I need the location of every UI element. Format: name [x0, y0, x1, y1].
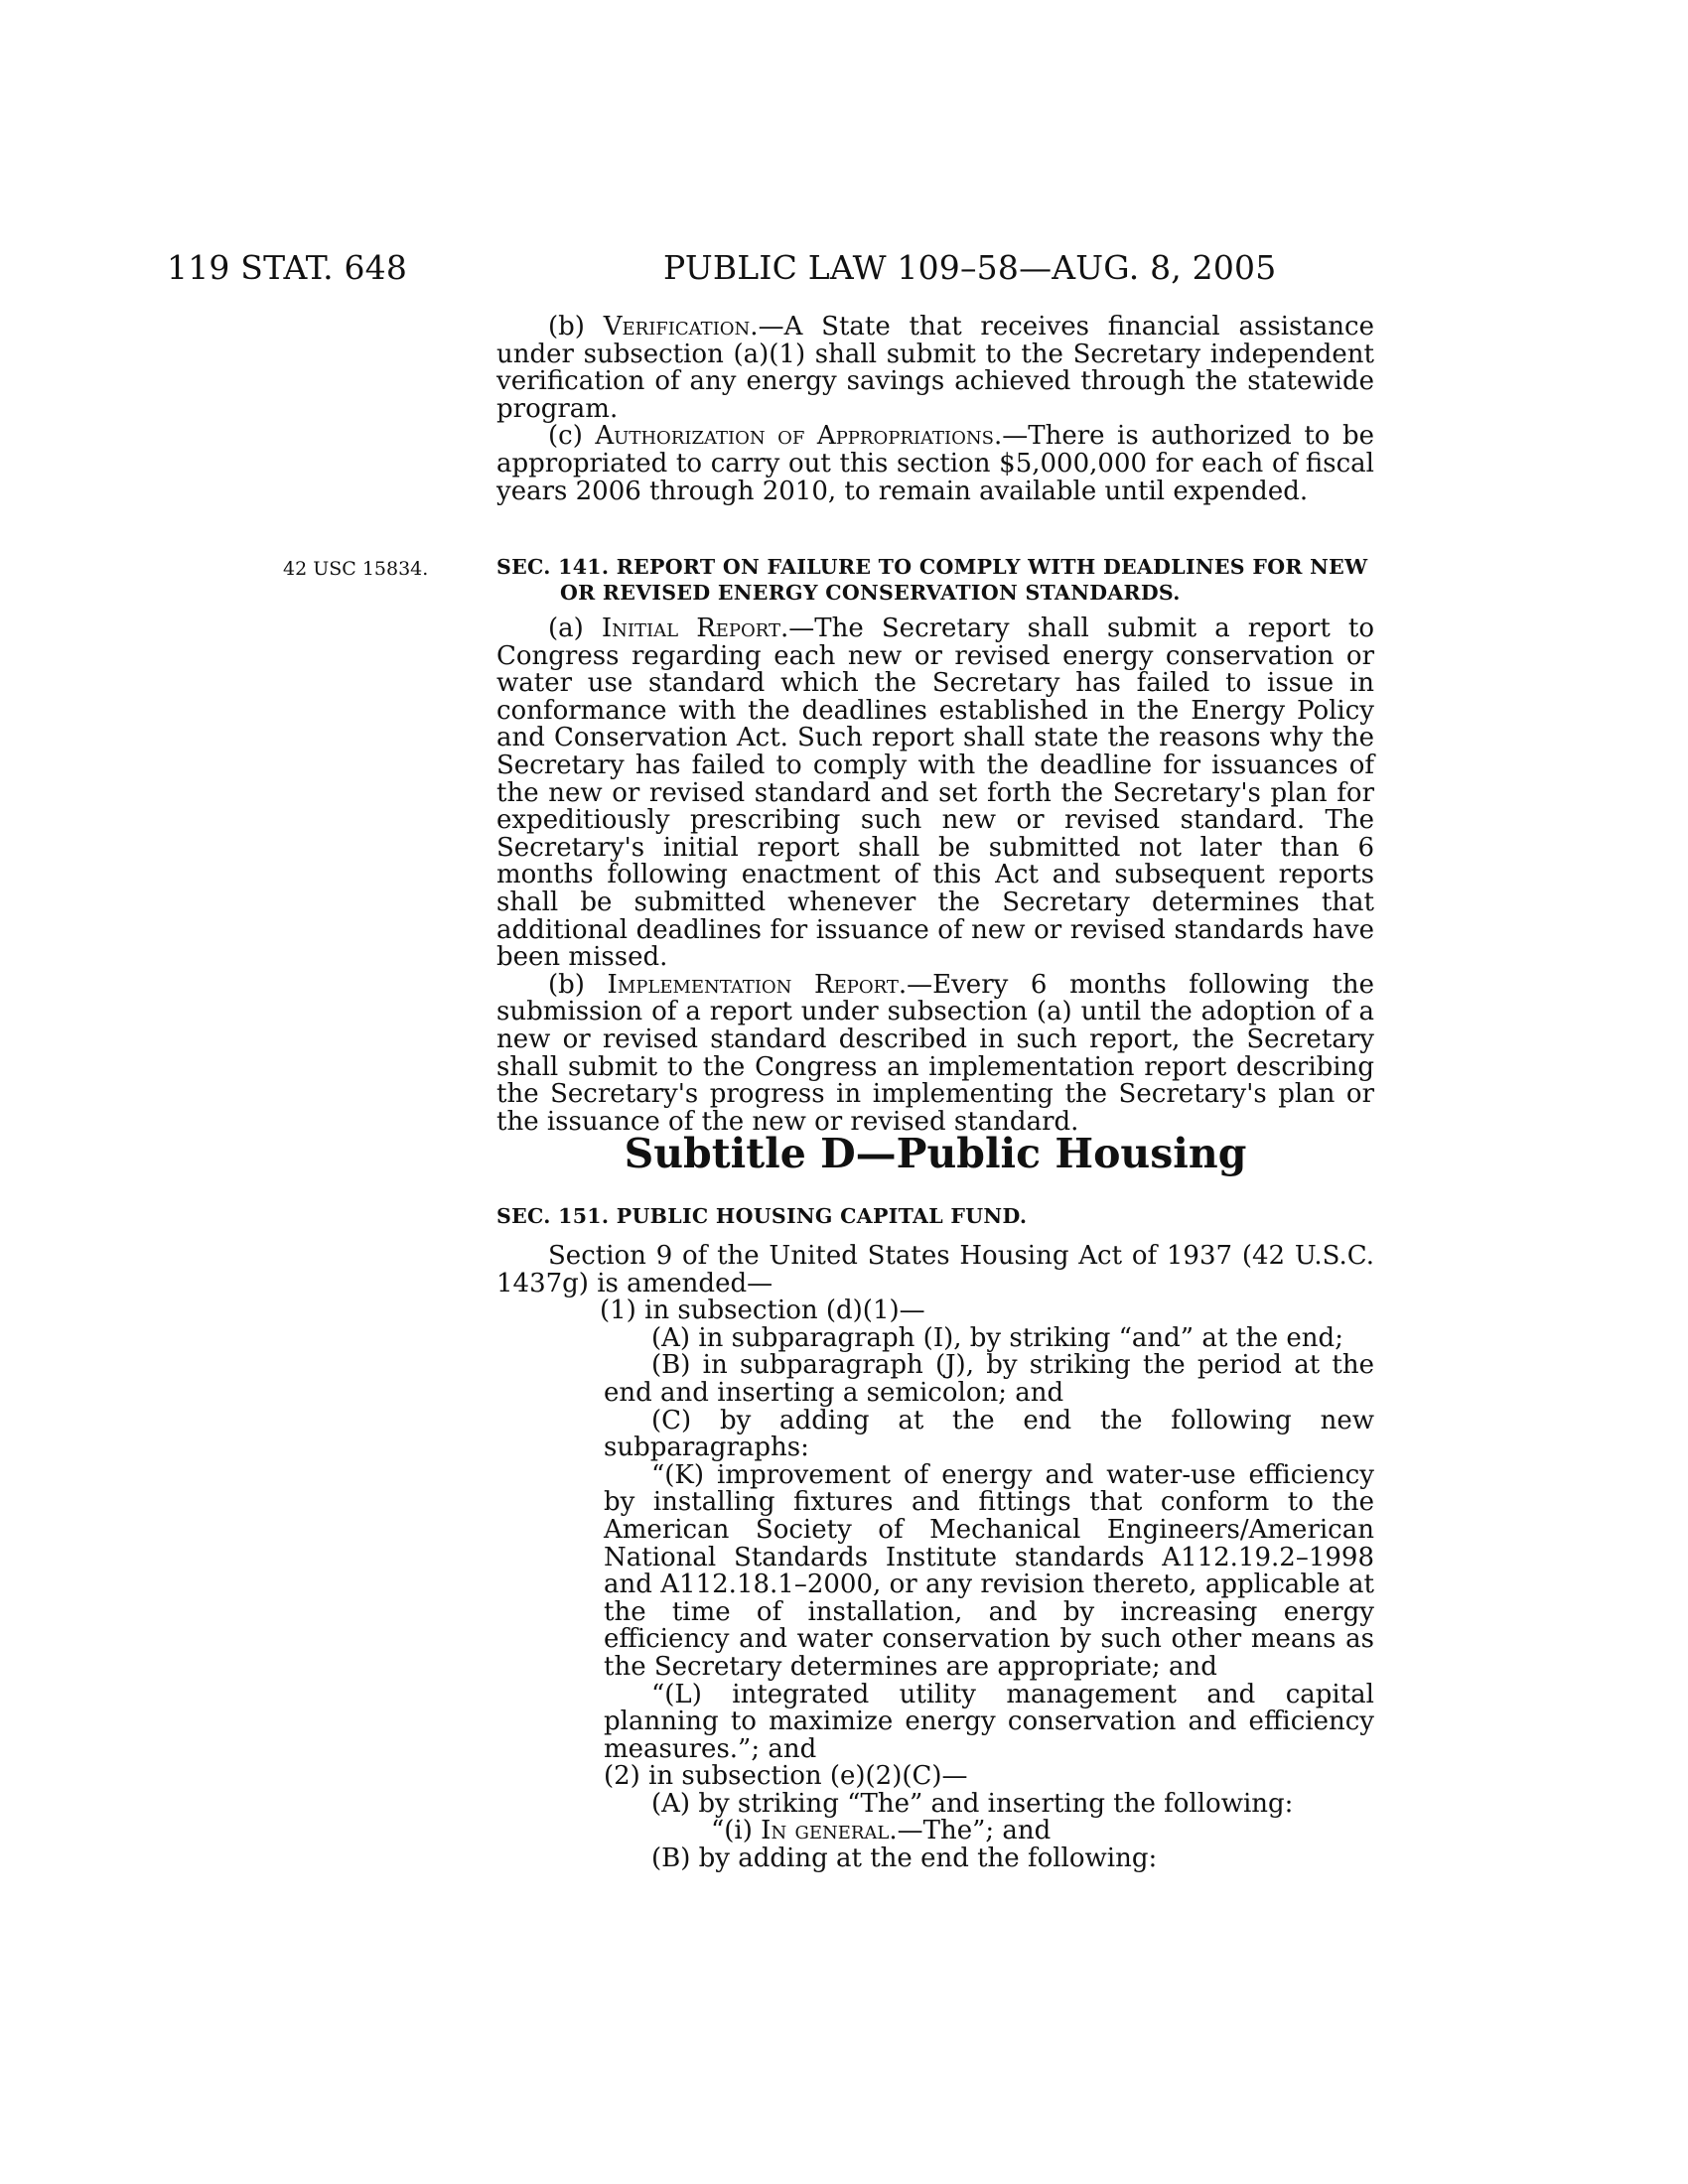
clause-heading: In general. [761, 1816, 898, 1846]
paragraph-1-C: (C) by adding at the end the following new subparagraphs: [604, 1405, 1374, 1463]
page-stat-citation: 119 STAT. 648 [167, 248, 408, 287]
section-intro: Section 9 of the United States Housing Act of 1937 (42 U.S.C. 1437g) is amended— [496, 1241, 1374, 1298]
subsection-text: —A State that receives financial assistance under subsection (a)(1) shall submit to the Secretary independent verification of any energy savings achieved through the statewide program. [496, 312, 1374, 424]
subsection-heading: Initial Report. [601, 614, 789, 643]
paragraph-K: “(K) improvement of energy and water-use efficiency by installing fixtures and fittings that conform to the American Society of Mechanical Engineers/American National Standards Institute standards A112.19.2–1998 and A112.18.1–2000, or any revision thereto, applicable at the time of installation, and by increasing energy efficiency and water conservation by such other means as the Secretary determines are appropriate; and [604, 1459, 1374, 1682]
subsection-text: —There is authorized to be appropriated to carry out this section $5,000,000 for each of fiscal years 2006 through 2010, to remain available until expended. [496, 421, 1374, 506]
subsection-b-implementation-report: (b) Implementation Report.—Every 6 months following the submission of a report under subsection (a) until the adoption of a new or revised standard described in such report, the Secretary shall submit to the Congress an implementation report describing the Secretary's progress in implementing the Secretary's plan or the issuance of the new or revised standard. [496, 969, 1374, 1137]
section-heading: SEC. 141. REPORT ON FAILURE TO COMPLY WITH DEADLINES FOR NEW OR REVISED ENERGY CONSERVATION STANDARDS. [496, 555, 1368, 605]
paragraph-2-B: (B) by adding at the end the following: [651, 1843, 1158, 1874]
paragraph-2-A-i [496, 1818, 1374, 1845]
subsection-text: —The Secretary shall submit a report to Congress regarding each new or revised energy conservation or water use standard which the Secretary has failed to issue in conformance with the deadlines established in the Energy Policy and Conservation Act. Such report shall state the reasons why the Secretary has failed to comply with the deadline for issuances of the new or revised standard and set forth the Secretary's plan for expeditiously prescribing such new or revised standard. The Secretary's initial report shall be submitted not later than 6 months following enactment of this Act and subsequent reports shall be submitted whenever the Secretary determines that additional deadlines for issuance of new or revised standards have been missed. [496, 614, 1374, 973]
section-141 [496, 554, 1374, 1136]
subsection-heading: Verification. [603, 312, 759, 341]
subsection-c-authorization: (c) Authorization of Appropriations.—There is authorized to be appropriated to carry out this section $5,000,000 for each of fiscal years 2006 through 2010, to remain available until expended. [496, 421, 1374, 506]
section-heading: SEC. 151. PUBLIC HOUSING CAPITAL FUND. [496, 1204, 1028, 1228]
paragraph-2: (2) in subsection (e)(2)(C)— [604, 1761, 968, 1792]
paragraph-2-A: (A) by striking “The” and inserting the following: [651, 1788, 1294, 1819]
subsection-text: —Every 6 months following the submission of a report under subsection (a) until the adoption of a new or revised standard described in such report, the Secretary shall submit to the Congress an implementation report describing the Secretary's progress in implementing the Secretary's plan or the issuance of the new or revised standard. [496, 969, 1374, 1137]
paragraph-L: “(L) integrated utility management and capital planning to maximize energy conservation and efficiency measures.”; and [604, 1679, 1374, 1764]
clause-prefix: “(i) [711, 1816, 762, 1846]
paragraph-1: (1) in subsection (d)(1)— [600, 1296, 925, 1326]
section-140-continuation [496, 314, 1374, 505]
clause-suffix: —The”; and [897, 1816, 1052, 1846]
paragraph-1-A: (A) in subparagraph (I), by striking “and” at the end; [651, 1322, 1343, 1353]
subtitle-heading: Subtitle D—Public Housing [624, 1130, 1247, 1177]
paragraph-1-B: (B) in subparagraph (J), by striking the period at the end and inserting a semicolon; and [604, 1350, 1374, 1408]
subsection-heading: Authorization of Appropriations. [595, 421, 1003, 452]
subsection-b-verification: (b) Verification.—A State that receives financial assistance under subsection (a)(1) shall submit to the Secretary independent verification of any energy savings achieved through the statewide program. [496, 312, 1374, 424]
section-151 [496, 1203, 1374, 1873]
subsection-a-initial-report: (a) Initial Report.—The Secretary shall submit a report to Congress regarding each new or revised energy conservation or water use standard which the Secretary has failed to issue in conformance with the deadlines established in the Energy Policy and Conservation Act. Such report shall state the reasons why the Secretary has failed to comply with the deadline for issuances of the new or revised standard and set forth the Secretary's plan for expeditiously prescribing such new or revised standard. The Secretary's initial report shall be submitted not later than 6 months following enactment of this Act and subsequent reports shall be submitted whenever the Secretary determines that additional deadlines for issuance of new or revised standards have been missed. [496, 614, 1374, 973]
running-header: PUBLIC LAW 109–58—AUG. 8, 2005 [663, 248, 1277, 287]
subsection-heading: Implementation Report. [607, 969, 908, 1000]
margin-citation: 42 USC 15834. [283, 558, 429, 580]
